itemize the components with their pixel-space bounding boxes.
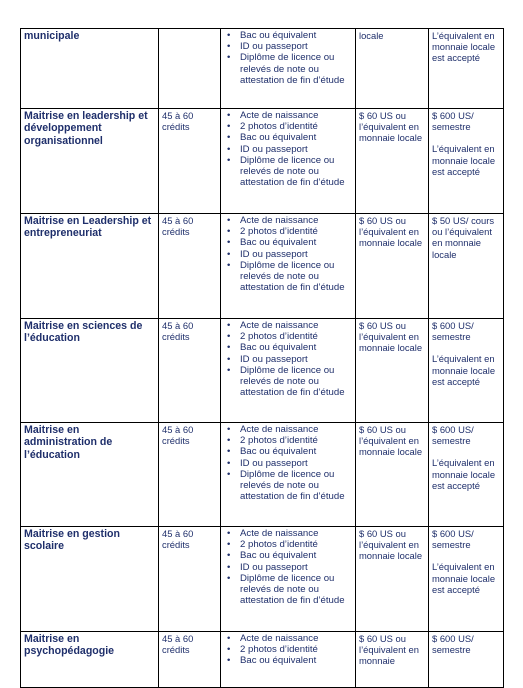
bullet-icon: • [227,446,231,458]
tuition-cell [429,632,504,688]
fee-text: $ 60 US ou l’équivalent en monnaie [359,633,419,667]
application-fee-cell [356,527,429,632]
document-text: Acte de naissance [240,528,319,539]
document-item [224,30,352,41]
document-list [224,30,352,86]
program-name-cell [21,632,159,688]
document-item [224,121,352,132]
bullet-icon: • [227,331,231,343]
tuition-text: $ 600 US/ semestre [432,320,474,343]
bullet-icon: • [227,528,231,539]
credits-cell [159,423,221,527]
table-body [21,29,504,688]
required-documents-cell [221,214,356,319]
bullet-icon: • [227,226,231,238]
bullet-icon: • [227,550,231,562]
document-item [224,132,352,143]
bullet-icon: • [227,110,231,121]
credits-text: 45 à 60 crédits [162,528,194,551]
document-text: 2 photos d’identité [240,644,318,656]
bullet-icon: • [227,353,231,365]
tuition-text: $ 600 US/ semestre [432,424,474,447]
tuition-cell [429,423,504,527]
tuition-note: L’équivalent en monnaie locale est accepté [432,561,496,595]
document-text: Bac ou équivalent [240,30,317,41]
tuition-note: L’équivalent en monnaie locale est accepté [432,457,496,491]
table-row [21,29,504,109]
bullet-icon: • [227,644,231,656]
bullet-icon: • [227,215,231,226]
bullet-icon: • [227,342,231,354]
application-fee-cell [356,109,429,214]
credits-cell [159,214,221,319]
table-row [21,214,504,319]
document-item [224,655,352,666]
bullet-icon: • [227,364,231,376]
document-list [224,633,352,667]
document-text: 2 photos d’identité [240,121,318,133]
credits-cell [159,527,221,632]
document-item [224,144,352,155]
program-name: Maitrise en psychopédagogie [24,633,115,658]
document-text: Bac ou équivalent [240,446,317,458]
document-text: Diplôme de licence ou relevés de note ou attestation de fin d’étude [240,468,345,503]
document-list [224,110,352,188]
document-item [224,365,352,399]
required-documents-cell [221,527,356,632]
bullet-icon: • [227,435,231,447]
document-text: ID ou passeport [240,41,308,53]
tuition-text: L’équivalent en monnaie locale est accepté [432,30,496,64]
document-item [224,539,352,550]
credits-text: 45 à 60 crédits [162,633,194,656]
bullet-icon: • [227,424,231,435]
bullet-icon: • [227,468,231,480]
bullet-icon: • [227,655,231,667]
document-item [224,644,352,655]
bullet-icon: • [227,248,231,260]
document-text: Bac ou équivalent [240,550,317,562]
program-name-cell [21,109,159,214]
table-row [21,109,504,214]
document-item [224,633,352,644]
required-documents-cell [221,319,356,423]
fee-text: $ 60 US ou l’équivalent en monnaie locale [359,424,423,458]
document-item [224,469,352,503]
bullet-icon: • [227,237,231,249]
program-name-cell [21,319,159,423]
document-item [224,562,352,573]
application-fee-cell [356,423,429,527]
credits-cell [159,29,221,109]
document-text: 2 photos d’identité [240,331,318,343]
document-text: ID ou passeport [240,561,308,573]
table-row [21,423,504,527]
document-item [224,354,352,365]
bullet-icon: • [227,633,231,644]
document-text: 2 photos d’identité [240,435,318,447]
program-name: municipale [24,30,80,42]
table-row [21,527,504,632]
document-text: Diplôme de licence ou relevés de note ou attestation de fin d’étude [240,52,345,86]
document-text: Acte de naissance [240,215,319,226]
document-item [224,528,352,539]
credits-cell [159,632,221,688]
required-documents-cell [221,29,356,109]
program-name: Maitrise en leadership et développement organisationnel [24,110,148,147]
document-item [224,331,352,342]
document-text: Bac ou équivalent [240,655,317,667]
fee-text: locale [359,30,384,41]
tuition-text: $ 50 US/ cours ou l’équivalent en monnaie locale [432,215,495,260]
bullet-icon: • [227,132,231,144]
document-item [224,435,352,446]
document-item [224,110,352,121]
document-text: Diplôme de licence ou relevés de note ou attestation de fin d’étude [240,259,345,294]
credits-text: 45 à 60 crédits [162,320,194,343]
document-item [224,237,352,248]
document-text: ID ou passeport [240,143,308,155]
document-item [224,550,352,561]
document-item [224,226,352,237]
document-item [224,320,352,331]
document-item [224,446,352,457]
bullet-icon: • [227,143,231,155]
program-name-cell [21,214,159,319]
program-name-cell [21,423,159,527]
credits-text: 45 à 60 crédits [162,110,194,133]
bullet-icon: • [227,320,231,331]
tuition-text: $ 600 US/ semestre [432,633,474,656]
bullet-icon: • [227,30,231,41]
document-text: 2 photos d’identité [240,226,318,238]
required-documents-cell [221,632,356,688]
program-name: Maitrise en gestion scolaire [24,528,120,553]
document-text: Acte de naissance [240,320,319,331]
document-list [224,424,352,502]
tuition-cell [429,319,504,423]
document-text: ID ou passeport [240,248,308,260]
tuition-cell [429,29,504,109]
document-text: Acte de naissance [240,424,319,435]
tuition-cell [429,527,504,632]
bullet-icon: • [227,52,231,64]
document-list [224,320,352,398]
programs-table [20,28,504,688]
document-text: Acte de naissance [240,633,319,644]
program-name: Maitrise en sciences de l’éducation [24,320,143,345]
table-row [21,319,504,423]
document-item [224,573,352,607]
table-row [21,632,504,688]
document-text: 2 photos d’identité [240,539,318,551]
fee-text: $ 60 US ou l’équivalent en monnaie locale [359,528,423,562]
bullet-icon: • [227,121,231,133]
document-item [224,342,352,353]
tuition-note: L’équivalent en monnaie locale est accepté [432,353,496,387]
tuition-cell [429,214,504,319]
document-text: Diplôme de licence ou relevés de note ou attestation de fin d’étude [240,572,345,607]
document-item [224,260,352,294]
program-name-cell [21,527,159,632]
document-text: ID ou passeport [240,353,308,365]
application-fee-cell [356,29,429,109]
document-text: Acte de naissance [240,110,319,121]
program-name: Maitrise en administration de l’éducation [24,424,113,461]
document-text: Bac ou équivalent [240,237,317,249]
document-text: Diplôme de licence ou relevés de note ou attestation de fin d’étude [240,364,345,399]
bullet-icon: • [227,572,231,584]
document-text: Bac ou équivalent [240,342,317,354]
credits-text: 45 à 60 crédits [162,424,194,447]
tuition-cell [429,109,504,214]
document-item [224,458,352,469]
fee-text: $ 60 US ou l’équivalent en monnaie locale [359,110,423,144]
application-fee-cell [356,319,429,423]
bullet-icon: • [227,259,231,271]
document-list [224,528,352,606]
program-name-cell [21,29,159,109]
document-item [224,155,352,189]
program-name: Maitrise en Leadership et entrepreneuriat [24,215,152,240]
tuition-text: $ 600 US/ semestre [432,528,474,551]
bullet-icon: • [227,154,231,166]
document-list [224,215,352,293]
bullet-icon: • [227,41,231,53]
tuition-text: $ 600 US/ semestre [432,110,474,133]
bullet-icon: • [227,561,231,573]
document-item [224,215,352,226]
document-item [224,52,352,86]
document-text: ID ou passeport [240,457,308,469]
document-item [224,424,352,435]
tuition-note: L’équivalent en monnaie locale est accepté [432,143,496,177]
bullet-icon: • [227,539,231,551]
bullet-icon: • [227,457,231,469]
credits-cell [159,109,221,214]
required-documents-cell [221,423,356,527]
application-fee-cell [356,632,429,688]
document-text: Diplôme de licence ou relevés de note ou attestation de fin d’étude [240,154,345,189]
fee-text: $ 60 US ou l’équivalent en monnaie locale [359,215,423,249]
application-fee-cell [356,214,429,319]
document-item [224,249,352,260]
credits-cell [159,319,221,423]
fee-text: $ 60 US ou l’équivalent en monnaie locale [359,320,423,354]
credits-text: 45 à 60 crédits [162,215,194,238]
document-item [224,41,352,52]
document-text: Bac ou équivalent [240,132,317,144]
required-documents-cell [221,109,356,214]
